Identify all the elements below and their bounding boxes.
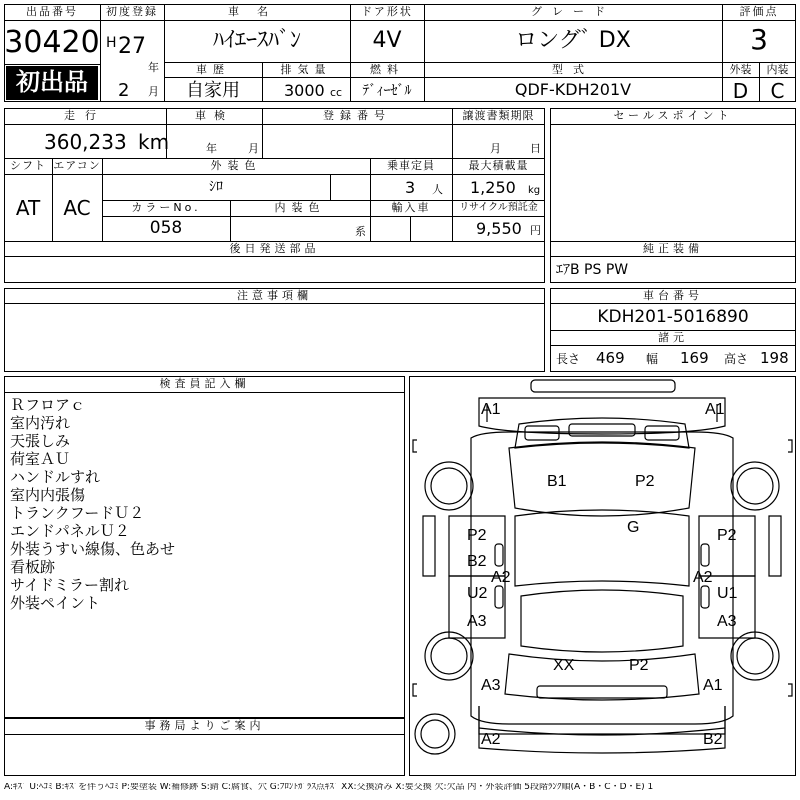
history-label: 車歴 (196, 63, 230, 76)
month-unit: 月 (148, 85, 159, 98)
inspector-label: 検査員記入欄 (159, 377, 250, 390)
inspection-label: 車検 (195, 109, 233, 122)
displacement-label: 排気量 (280, 63, 332, 76)
inspector-note-line: 室内汚れ (10, 414, 71, 432)
specs-label: 諸元 (658, 331, 688, 344)
caution-label: 注意事項欄 (237, 289, 312, 302)
capacity-unit: 人 (432, 183, 443, 196)
damage-mark: B2 (703, 731, 723, 748)
capacity-label: 乗車定員 (387, 159, 435, 172)
damage-mark: P2 (629, 657, 649, 674)
damage-mark: A1 (705, 401, 725, 418)
damage-mark: A2 (693, 569, 713, 586)
grade: ロングﾞ DX (515, 28, 631, 53)
color-no: 058 (149, 218, 183, 238)
sales-point-box (550, 108, 796, 242)
sales-point-label: セールスポイント (613, 109, 733, 122)
damage-mark: A3 (467, 613, 487, 630)
height: 198 (760, 349, 789, 367)
reg-month: 2 (118, 80, 130, 101)
grade-label: グレード (531, 5, 615, 18)
model: QDF-KDH201V (514, 80, 632, 99)
load: 1,250 (470, 178, 516, 197)
first-reg-label: 初度登録 (106, 5, 158, 18)
int-color-unit: 系 (355, 225, 366, 238)
damage-mark: U2 (467, 585, 488, 602)
model-label: 型式 (552, 63, 594, 76)
interior-label: 内装 (766, 63, 789, 76)
inspector-note-line: ハンドルすれ (10, 468, 101, 486)
car-name-label: 車名 (228, 5, 286, 18)
car-damage-diagram (409, 376, 796, 776)
damage-mark: B1 (547, 473, 567, 490)
history: 自家用 (186, 80, 240, 101)
shift: AT (15, 196, 41, 220)
mileage: 360,233 (44, 130, 127, 154)
later-parts-label: 後日発送部品 (229, 242, 320, 255)
length: 469 (596, 349, 625, 367)
import-label: 輸入車 (391, 201, 431, 214)
damage-mark: A1 (481, 401, 501, 418)
ac-label: エアコン (53, 159, 101, 172)
transfer-label: 譲渡書類期限 (462, 109, 535, 122)
recycle-label: リサイクル預託金 (459, 202, 538, 213)
inspector-note-line: 天張しみ (10, 432, 71, 450)
damage-mark: B2 (467, 553, 487, 570)
door-label: ドア形状 (361, 5, 413, 18)
damage-mark: A2 (491, 569, 511, 586)
inspector-note-line: 室内内張傷 (10, 486, 86, 504)
inspector-note-line: 荷室ＡＵ (10, 450, 71, 468)
inspector-notes (10, 396, 400, 612)
width-label: 幅 (646, 352, 659, 366)
ac: AC (63, 196, 91, 220)
int-color-label: 内装色 (274, 201, 326, 214)
ext-color-label: 外装色 (210, 159, 262, 172)
transfer-day-unit: 日 (530, 142, 541, 155)
damage-mark: U1 (717, 585, 738, 602)
damage-mark: A3 (717, 613, 737, 630)
ext-color: ｼﾛ (209, 179, 223, 195)
insp-year-unit: 年 (206, 142, 217, 155)
exterior-grade: D (732, 79, 749, 103)
reg-year: 27 (118, 34, 146, 59)
displacement-unit: cc (330, 86, 343, 99)
inspector-note-line: Ｒフロアｃ (10, 396, 86, 414)
fuel: ﾃﾞｨｰｾﾞﾙ (362, 83, 412, 99)
color-no-label: カラーNo. (131, 201, 201, 214)
height-label: 高さ (724, 352, 749, 366)
inspector-note-line: 外装うすい線傷、色あせ (10, 540, 176, 558)
capacity: 3 (405, 178, 416, 197)
damage-mark: P2 (467, 527, 487, 544)
equipment: ｴｱB PS PW (556, 262, 629, 278)
shift-label: シフト (10, 159, 46, 172)
displacement: 3000 (284, 81, 325, 100)
legend: A:ｷｽﾞ U:ﾍｺﾐ B:ｷｽﾞを伴うﾍｺﾐ P:要塗装 W:補修跡 S:錆 C:腐食、穴 G:ﾌﾛﾝﾄｶﾞﾗｽ点ｷｽﾞ XX:交換済み X:要交換 欠:欠品 内・外装評価 5段階ﾗﾝｸ順(A・B・C・D・E) 1 (4, 783, 654, 792)
office-label: 事務局よりご案内 (144, 719, 265, 732)
damage-mark: G (627, 519, 640, 536)
interior-grade: C (770, 79, 785, 103)
recycle-unit: 円 (530, 224, 541, 237)
score-label: 評価点 (739, 5, 779, 18)
reg-number-label: 登録番号 (323, 109, 391, 122)
load-label: 最大積載量 (468, 159, 529, 172)
load-unit: kg (528, 185, 541, 196)
equipment-label: 純正装備 (643, 242, 703, 255)
damage-mark: A3 (481, 677, 501, 694)
car-name: ﾊｲｴｰｽﾊﾞﾝ (212, 28, 301, 53)
width: 169 (680, 349, 709, 367)
inspector-note-line: 看板跡 (10, 558, 56, 576)
damage-mark: XX (553, 657, 575, 674)
insp-month-unit: 月 (248, 142, 259, 155)
score: 3 (750, 23, 768, 56)
first-listing-badge: 初出品 (6, 66, 98, 100)
mileage-unit: km (138, 130, 170, 154)
chassis-number: KDH201-5016890 (597, 307, 749, 327)
fuel-label: 燃料 (370, 63, 404, 76)
year-unit: 年 (148, 61, 159, 74)
recycle: 9,550 (476, 219, 522, 238)
length-label: 長さ (556, 352, 581, 366)
era: H (106, 35, 117, 51)
transfer-month-unit: 月 (490, 142, 501, 155)
lot-label: 出品番号 (26, 5, 78, 18)
damage-mark: P2 (635, 473, 655, 490)
inspector-note-line: サイドミラー割れ (10, 576, 129, 594)
chassis-label: 車台番号 (643, 289, 703, 302)
mileage-label: 走行 (64, 109, 106, 122)
exterior-label: 外装 (729, 63, 752, 76)
damage-mark: A1 (703, 677, 723, 694)
lot-number: 30420 (4, 25, 100, 60)
doors: 4V (372, 28, 402, 53)
inspector-note-line: 外装ペイント (10, 594, 101, 612)
spec-block (4, 108, 545, 242)
damage-mark: P2 (717, 527, 737, 544)
inspector-note-line: エンドパネルＵ２ (10, 522, 130, 540)
damage-mark: A2 (481, 731, 501, 748)
inspector-note-line: トランクフードＵ２ (10, 504, 145, 522)
